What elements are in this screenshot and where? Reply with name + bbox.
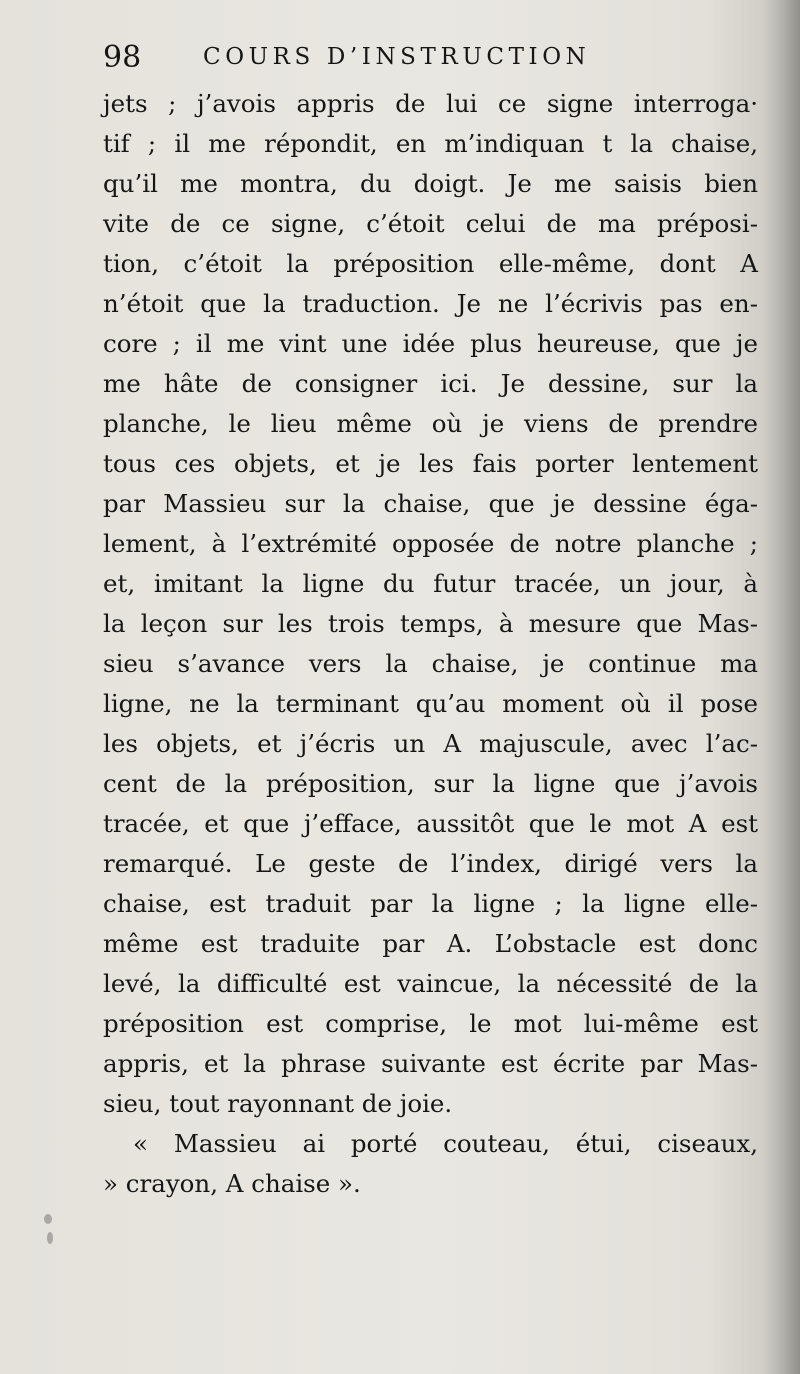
gutter-shadow [762, 0, 800, 1374]
text-line: vite de ce signe, c’étoit celui de ma préposi- [103, 209, 758, 238]
text-line: sieu s’avance vers la chaise, je continue ma [103, 649, 758, 678]
text-line: core ; il me vint une idée plus heureuse, que je [103, 329, 758, 358]
body-paragraph [103, 84, 758, 1124]
text-line: tracée, et que j’efface, aussitôt que le mot A est [103, 809, 758, 838]
text-line: et, imitant la ligne du futur tracée, un jour, à [103, 569, 758, 598]
text-line: tion, c’étoit la préposition elle-même, dont A [103, 249, 758, 278]
page-header [103, 40, 763, 76]
text-line: chaise, est traduit par la ligne ; la ligne elle- [103, 889, 758, 918]
ink-smudge [44, 1214, 52, 1224]
text-line: lement, à l’extrémité opposée de notre planche ; [103, 529, 758, 558]
text-line: la leçon sur les trois temps, à mesure que Mas- [103, 609, 758, 638]
text-line: levé, la difficulté est vaincue, la nécessité de la [103, 969, 758, 998]
text-line: cent de la préposition, sur la ligne que j’avois [103, 769, 758, 798]
text-line: ligne, ne la terminant qu’au moment où il pose [103, 689, 758, 718]
ink-smudge [47, 1232, 53, 1244]
text-line: par Massieu sur la chaise, que je dessine éga- [103, 489, 758, 518]
text-line: jets ; j’avois appris de lui ce signe interroga· [103, 89, 758, 118]
text-line: remarqué. Le geste de l’index, dirigé vers la [103, 849, 758, 878]
text-line: planche, le lieu même où je viens de prendre [103, 409, 758, 438]
text-line: sieu, tout rayonnant de joie. [103, 1089, 453, 1118]
quoted-sentence [103, 1124, 758, 1204]
text-line: qu’il me montra, du doigt. Je me saisis bien [103, 169, 758, 198]
text-line: n’étoit que la traduction. Je ne l’écrivis pas en- [103, 289, 758, 318]
text-line: tous ces objets, et je les fais porter lentement [103, 449, 758, 478]
running-head: COURS D’INSTRUCTION [203, 44, 591, 70]
text-line: les objets, et j’écris un A majuscule, avec l’ac- [103, 729, 758, 758]
text-line: même est traduite par A. L’obstacle est donc [103, 929, 758, 958]
text-line: préposition est comprise, le mot lui-même est [103, 1009, 758, 1038]
quote-line: « Massieu ai porté couteau, étui, ciseaux, [133, 1129, 758, 1158]
text-line: appris, et la phrase suivante est écrite par Mas- [103, 1049, 758, 1078]
quote-line: » crayon, A chaise ». [103, 1169, 361, 1198]
text-line: me hâte de consigner ici. Je dessine, sur la [103, 369, 758, 398]
text-line: tif ; il me répondit, en m’indiquan t la chaise, [103, 129, 758, 158]
page-number: 98 [103, 40, 142, 75]
